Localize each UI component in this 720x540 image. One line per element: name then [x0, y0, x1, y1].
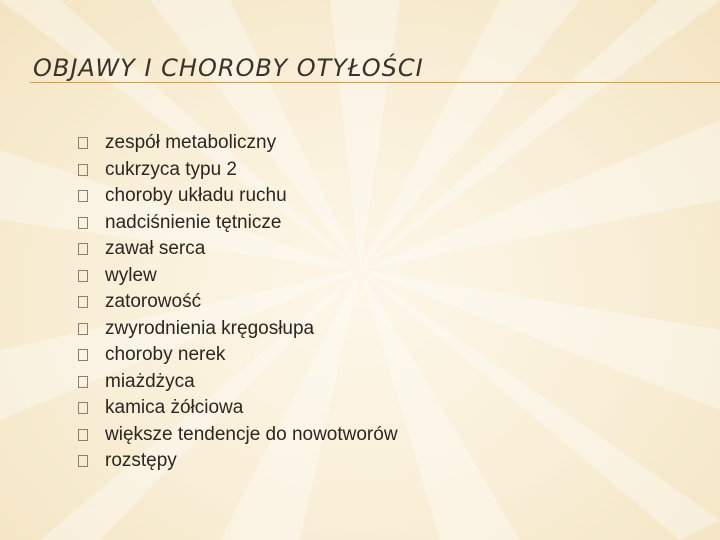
- list-item: [78, 422, 398, 449]
- box-bullet-icon: [78, 349, 88, 361]
- list-item: [78, 183, 398, 210]
- list-item: [78, 289, 398, 316]
- box-bullet-icon: [78, 429, 88, 441]
- box-bullet-icon: [78, 190, 88, 202]
- list-item-text: miażdżyca: [105, 370, 195, 392]
- list-item: [78, 236, 398, 263]
- list-item-text: kamica żółciowa: [105, 397, 244, 419]
- list-item-text: rozstępy: [105, 450, 177, 472]
- list-item-text: większe tendencje do nowotworów: [105, 423, 398, 445]
- slide-title: OBJAWY I CHOROBY OTYŁOŚCI: [33, 54, 424, 82]
- box-bullet-icon: [78, 323, 88, 335]
- box-bullet-icon: [78, 164, 88, 176]
- title-underline: [30, 82, 720, 83]
- list-item-text: wylew: [105, 264, 157, 286]
- box-bullet-icon: [78, 217, 88, 229]
- box-bullet-icon: [78, 402, 88, 414]
- list-item-text: choroby nerek: [105, 344, 226, 366]
- list-item-text: nadciśnienie tętnicze: [105, 211, 282, 233]
- box-bullet-icon: [78, 455, 88, 467]
- list-item: [78, 369, 398, 396]
- list-item: [78, 448, 398, 475]
- list-item-text: zawał serca: [105, 238, 206, 260]
- list-item-text: zwyrodnienia kręgosłupa: [105, 317, 315, 339]
- list-item: [78, 316, 398, 343]
- box-bullet-icon: [78, 296, 88, 308]
- list-item: [78, 395, 398, 422]
- list-item-text: zatorowość: [105, 291, 202, 313]
- list-item-text: zespół metaboliczny: [105, 132, 277, 154]
- list-item: [78, 342, 398, 369]
- box-bullet-icon: [78, 376, 88, 388]
- box-bullet-icon: [78, 243, 88, 255]
- box-bullet-icon: [78, 270, 88, 282]
- list-item: [78, 263, 398, 290]
- list-item: [78, 130, 398, 157]
- list-item: [78, 210, 398, 237]
- bullet-list: [78, 130, 398, 475]
- box-bullet-icon: [78, 137, 88, 149]
- list-item: [78, 157, 398, 184]
- list-item-text: cukrzyca typu 2: [105, 158, 237, 180]
- list-item-text: choroby układu ruchu: [105, 185, 287, 207]
